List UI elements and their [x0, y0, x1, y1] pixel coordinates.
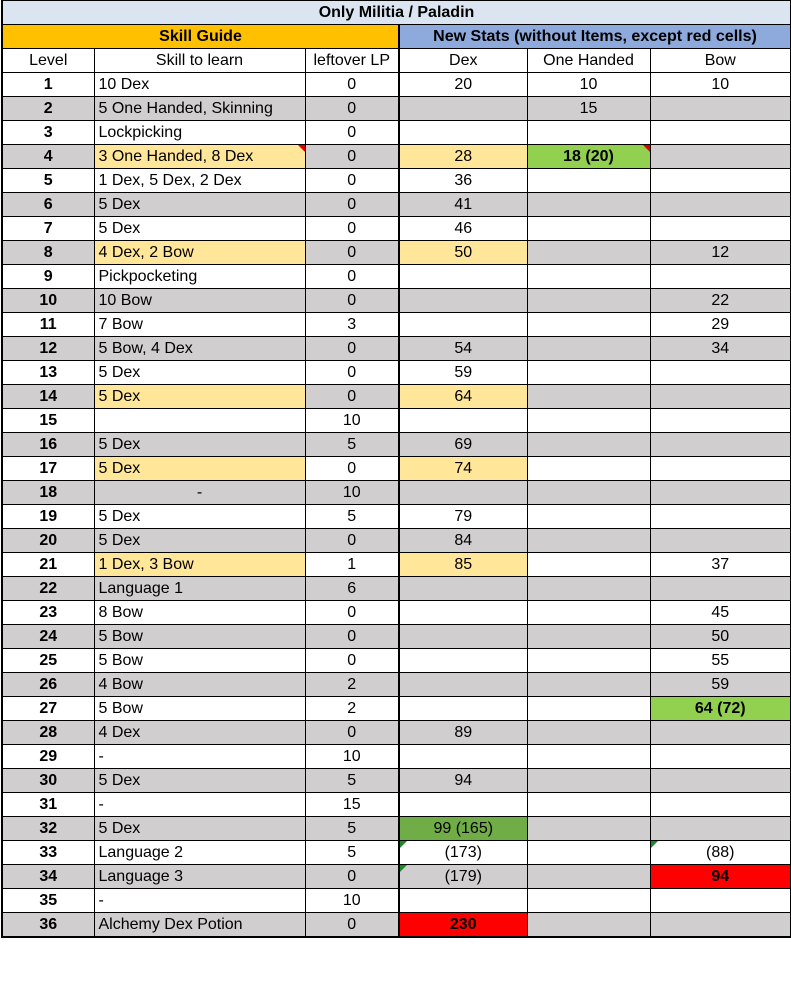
leftover-lp-cell[interactable]: 0 — [305, 265, 399, 289]
table-row — [2, 745, 791, 769]
table-row — [2, 649, 791, 673]
one-handed-cell[interactable] — [527, 409, 650, 433]
bow-cell[interactable]: 59 — [650, 673, 791, 697]
bow-cell[interactable]: 45 — [650, 601, 791, 625]
dex-cell[interactable]: 54 — [399, 337, 527, 361]
table-row — [2, 409, 791, 433]
bow-cell[interactable] — [650, 433, 791, 457]
level-cell[interactable]: 15 — [2, 409, 94, 433]
dex-cell[interactable]: 74 — [399, 457, 527, 481]
bow-cell[interactable] — [650, 481, 791, 505]
dex-cell[interactable] — [399, 697, 527, 721]
level-cell[interactable]: 4 — [2, 145, 94, 169]
bow-cell[interactable] — [650, 457, 791, 481]
one-handed-cell[interactable]: 10 — [527, 73, 650, 97]
one-handed-cell[interactable] — [527, 697, 650, 721]
one-handed-cell[interactable] — [527, 625, 650, 649]
dex-cell[interactable]: 46 — [399, 217, 527, 241]
col-header-leftover-lp[interactable]: leftover LP — [305, 49, 399, 73]
leftover-lp-cell[interactable]: 0 — [305, 241, 399, 265]
leftover-lp-cell[interactable]: 5 — [305, 841, 399, 865]
skill-cell[interactable]: Lockpicking — [94, 121, 305, 145]
bow-cell[interactable]: 55 — [650, 649, 791, 673]
level-cell[interactable]: 9 — [2, 265, 94, 289]
skill-guide-header[interactable]: Skill Guide — [2, 25, 399, 49]
dex-cell[interactable]: 59 — [399, 361, 527, 385]
skill-cell[interactable]: Pickpocketing — [94, 265, 305, 289]
dex-cell[interactable] — [399, 289, 527, 313]
bow-cell[interactable] — [650, 529, 791, 553]
one-handed-cell[interactable] — [527, 865, 650, 889]
bow-cell[interactable] — [650, 169, 791, 193]
one-handed-cell[interactable] — [527, 265, 650, 289]
dex-cell[interactable]: 20 — [399, 73, 527, 97]
skill-cell[interactable]: 7 Bow — [94, 313, 305, 337]
dex-cell[interactable] — [399, 649, 527, 673]
one-handed-cell[interactable]: 15 — [527, 97, 650, 121]
skill-cell[interactable]: 1 Dex, 5 Dex, 2 Dex — [94, 169, 305, 193]
level-cell[interactable]: 3 — [2, 121, 94, 145]
table-row — [2, 433, 791, 457]
table-row — [2, 97, 791, 121]
dex-cell[interactable]: 28 — [399, 145, 527, 169]
one-handed-cell[interactable] — [527, 241, 650, 265]
bow-cell[interactable] — [650, 409, 791, 433]
level-cell[interactable]: 10 — [2, 289, 94, 313]
one-handed-cell[interactable] — [527, 313, 650, 337]
bow-cell[interactable] — [650, 817, 791, 841]
skill-cell[interactable]: 5 Dex — [94, 769, 305, 793]
table-row — [2, 817, 791, 841]
one-handed-cell[interactable] — [527, 217, 650, 241]
level-cell[interactable]: 26 — [2, 673, 94, 697]
skill-cell[interactable]: 5 Dex — [94, 385, 305, 409]
leftover-lp-cell[interactable]: 0 — [305, 217, 399, 241]
dex-cell[interactable] — [399, 313, 527, 337]
section-header-row — [2, 25, 791, 49]
leftover-lp-cell[interactable]: 0 — [305, 913, 399, 938]
leftover-lp-cell[interactable]: 2 — [305, 697, 399, 721]
one-handed-cell[interactable] — [527, 745, 650, 769]
table-row — [2, 697, 791, 721]
bow-cell[interactable] — [650, 265, 791, 289]
leftover-lp-cell[interactable]: 15 — [305, 793, 399, 817]
one-handed-cell[interactable] — [527, 841, 650, 865]
table-row — [2, 865, 791, 889]
leftover-lp-cell[interactable]: 0 — [305, 457, 399, 481]
leftover-lp-cell[interactable]: 3 — [305, 313, 399, 337]
new-stats-header[interactable]: New Stats (without Items, except red cells) — [399, 25, 791, 49]
skill-cell[interactable]: 10 Bow — [94, 289, 305, 313]
bow-cell[interactable]: 50 — [650, 625, 791, 649]
table-row — [2, 721, 791, 745]
one-handed-cell[interactable] — [527, 553, 650, 577]
level-cell[interactable]: 27 — [2, 697, 94, 721]
dex-cell[interactable]: 64 — [399, 385, 527, 409]
dex-cell[interactable] — [399, 97, 527, 121]
leftover-lp-cell[interactable]: 10 — [305, 745, 399, 769]
leftover-lp-cell[interactable]: 0 — [305, 193, 399, 217]
skill-cell[interactable]: 5 Dex — [94, 193, 305, 217]
level-cell[interactable]: 1 — [2, 73, 94, 97]
dex-cell[interactable]: 79 — [399, 505, 527, 529]
level-cell[interactable]: 22 — [2, 577, 94, 601]
table-row — [2, 505, 791, 529]
bow-cell[interactable] — [650, 361, 791, 385]
one-handed-cell[interactable] — [527, 289, 650, 313]
one-handed-cell[interactable] — [527, 457, 650, 481]
bow-cell[interactable]: 64 (72) — [650, 697, 791, 721]
bow-cell[interactable]: 37 — [650, 553, 791, 577]
bow-cell[interactable] — [650, 793, 791, 817]
leftover-lp-cell[interactable]: 10 — [305, 889, 399, 913]
one-handed-cell[interactable] — [527, 385, 650, 409]
level-cell[interactable]: 7 — [2, 217, 94, 241]
leftover-lp-cell[interactable]: 0 — [305, 337, 399, 361]
sheet-title[interactable]: Only Militia / Paladin — [2, 1, 791, 25]
bow-cell[interactable] — [650, 913, 791, 938]
skill-cell[interactable]: 5 Bow, 4 Dex — [94, 337, 305, 361]
leftover-lp-cell[interactable]: 5 — [305, 505, 399, 529]
one-handed-cell[interactable] — [527, 505, 650, 529]
level-cell[interactable]: 33 — [2, 841, 94, 865]
table-row — [2, 217, 791, 241]
dex-cell[interactable] — [399, 481, 527, 505]
table-row — [2, 481, 791, 505]
bow-cell[interactable] — [650, 145, 791, 169]
level-cell[interactable]: 20 — [2, 529, 94, 553]
level-cell[interactable]: 12 — [2, 337, 94, 361]
dex-cell[interactable] — [399, 577, 527, 601]
col-header-one-handed[interactable]: One Handed — [527, 49, 650, 73]
skill-cell[interactable]: Language 2 — [94, 841, 305, 865]
level-cell[interactable]: 36 — [2, 913, 94, 938]
dex-cell[interactable] — [399, 745, 527, 769]
skill-cell[interactable]: 4 Dex, 2 Bow — [94, 241, 305, 265]
leftover-lp-cell[interactable]: 1 — [305, 553, 399, 577]
level-cell[interactable]: 28 — [2, 721, 94, 745]
leftover-lp-cell[interactable]: 0 — [305, 385, 399, 409]
dex-cell[interactable] — [399, 409, 527, 433]
level-cell[interactable]: 31 — [2, 793, 94, 817]
dex-cell[interactable]: 230 — [399, 913, 527, 938]
one-handed-cell[interactable] — [527, 169, 650, 193]
column-header-row — [2, 49, 791, 73]
skill-cell[interactable]: 5 Bow — [94, 649, 305, 673]
bow-cell[interactable] — [650, 217, 791, 241]
one-handed-cell[interactable] — [527, 793, 650, 817]
col-header-bow[interactable]: Bow — [650, 49, 791, 73]
level-cell[interactable]: 17 — [2, 457, 94, 481]
skill-cell[interactable]: 3 One Handed, 8 Dex — [94, 145, 305, 169]
skill-cell[interactable]: 5 Dex — [94, 529, 305, 553]
one-handed-cell[interactable] — [527, 433, 650, 457]
bow-cell[interactable] — [650, 505, 791, 529]
dex-cell[interactable] — [399, 625, 527, 649]
level-cell[interactable]: 14 — [2, 385, 94, 409]
skill-cell[interactable]: 4 Bow — [94, 673, 305, 697]
table-row — [2, 553, 791, 577]
skill-cell[interactable]: - — [94, 889, 305, 913]
level-cell[interactable]: 23 — [2, 601, 94, 625]
leftover-lp-cell[interactable]: 0 — [305, 361, 399, 385]
level-cell[interactable]: 21 — [2, 553, 94, 577]
table-row — [2, 337, 791, 361]
level-cell[interactable]: 13 — [2, 361, 94, 385]
bow-cell[interactable] — [650, 889, 791, 913]
one-handed-cell[interactable] — [527, 769, 650, 793]
one-handed-cell[interactable] — [527, 121, 650, 145]
skill-cell[interactable]: 4 Dex — [94, 721, 305, 745]
skill-cell[interactable]: Language 1 — [94, 577, 305, 601]
leftover-lp-cell[interactable]: 0 — [305, 721, 399, 745]
table-row — [2, 361, 791, 385]
bow-cell[interactable] — [650, 769, 791, 793]
skill-cell[interactable] — [94, 409, 305, 433]
one-handed-cell[interactable] — [527, 361, 650, 385]
dex-cell[interactable]: 99 (165) — [399, 817, 527, 841]
skill-cell[interactable]: 5 Dex — [94, 817, 305, 841]
leftover-lp-cell[interactable]: 6 — [305, 577, 399, 601]
level-cell[interactable]: 6 — [2, 193, 94, 217]
leftover-lp-cell[interactable]: 0 — [305, 97, 399, 121]
level-cell[interactable]: 18 — [2, 481, 94, 505]
dex-cell[interactable] — [399, 673, 527, 697]
table-row — [2, 193, 791, 217]
table-row — [2, 577, 791, 601]
leftover-lp-cell[interactable]: 0 — [305, 289, 399, 313]
bow-cell[interactable] — [650, 121, 791, 145]
level-cell[interactable]: 2 — [2, 97, 94, 121]
level-cell[interactable]: 34 — [2, 865, 94, 889]
skill-cell[interactable]: 5 One Handed, Skinning — [94, 97, 305, 121]
one-handed-cell[interactable] — [527, 577, 650, 601]
dex-cell[interactable] — [399, 265, 527, 289]
leftover-lp-cell[interactable]: 0 — [305, 169, 399, 193]
bow-cell[interactable] — [650, 745, 791, 769]
leftover-lp-cell[interactable]: 5 — [305, 433, 399, 457]
table-row — [2, 601, 791, 625]
table-row — [2, 385, 791, 409]
dex-cell[interactable]: 50 — [399, 241, 527, 265]
leftover-lp-cell[interactable]: 0 — [305, 121, 399, 145]
dex-cell[interactable]: (179) — [399, 865, 527, 889]
table-row — [2, 793, 791, 817]
skill-cell[interactable]: - — [94, 481, 305, 505]
bow-cell[interactable]: 94 — [650, 865, 791, 889]
table-row — [2, 529, 791, 553]
skill-cell[interactable]: 5 Dex — [94, 505, 305, 529]
table-row — [2, 241, 791, 265]
table-row — [2, 265, 791, 289]
one-handed-cell[interactable] — [527, 913, 650, 938]
level-cell[interactable]: 24 — [2, 625, 94, 649]
table-row — [2, 769, 791, 793]
skill-cell[interactable]: 10 Dex — [94, 73, 305, 97]
col-header-dex[interactable]: Dex — [399, 49, 527, 73]
bow-cell[interactable]: 12 — [650, 241, 791, 265]
leftover-lp-cell[interactable]: 0 — [305, 73, 399, 97]
table-row — [2, 145, 791, 169]
one-handed-cell[interactable]: 18 (20) — [527, 145, 650, 169]
skill-cell[interactable]: 5 Dex — [94, 217, 305, 241]
level-cell[interactable]: 25 — [2, 649, 94, 673]
one-handed-cell[interactable] — [527, 601, 650, 625]
skill-cell[interactable]: - — [94, 793, 305, 817]
level-cell[interactable]: 5 — [2, 169, 94, 193]
one-handed-cell[interactable] — [527, 649, 650, 673]
dex-cell[interactable] — [399, 601, 527, 625]
skill-cell[interactable]: 5 Dex — [94, 361, 305, 385]
skill-cell[interactable]: 5 Dex — [94, 457, 305, 481]
dex-cell[interactable]: 89 — [399, 721, 527, 745]
title-row — [2, 1, 791, 25]
dex-cell[interactable] — [399, 889, 527, 913]
dex-cell[interactable] — [399, 793, 527, 817]
leftover-lp-cell[interactable]: 0 — [305, 865, 399, 889]
table-row — [2, 289, 791, 313]
bow-cell[interactable]: (88) — [650, 841, 791, 865]
dex-cell[interactable]: 94 — [399, 769, 527, 793]
bow-cell[interactable] — [650, 577, 791, 601]
one-handed-cell[interactable] — [527, 721, 650, 745]
dex-cell[interactable]: (173) — [399, 841, 527, 865]
one-handed-cell[interactable] — [527, 817, 650, 841]
one-handed-cell[interactable] — [527, 193, 650, 217]
leftover-lp-cell[interactable]: 2 — [305, 673, 399, 697]
one-handed-cell[interactable] — [527, 337, 650, 361]
skill-cell[interactable]: 5 Dex — [94, 433, 305, 457]
skill-cell[interactable]: 8 Bow — [94, 601, 305, 625]
level-cell[interactable]: 8 — [2, 241, 94, 265]
bow-cell[interactable]: 34 — [650, 337, 791, 361]
bow-cell[interactable] — [650, 385, 791, 409]
level-cell[interactable]: 11 — [2, 313, 94, 337]
leftover-lp-cell[interactable]: 0 — [305, 145, 399, 169]
leftover-lp-cell[interactable]: 0 — [305, 601, 399, 625]
table-row — [2, 625, 791, 649]
level-cell[interactable]: 32 — [2, 817, 94, 841]
leftover-lp-cell[interactable]: 5 — [305, 769, 399, 793]
level-cell[interactable]: 35 — [2, 889, 94, 913]
leftover-lp-cell[interactable]: 0 — [305, 529, 399, 553]
bow-cell[interactable]: 22 — [650, 289, 791, 313]
table-row — [2, 73, 791, 97]
dex-cell[interactable]: 41 — [399, 193, 527, 217]
level-cell[interactable]: 30 — [2, 769, 94, 793]
skill-cell[interactable]: Alchemy Dex Potion — [94, 913, 305, 938]
skill-cell[interactable]: - — [94, 745, 305, 769]
leftover-lp-cell[interactable]: 10 — [305, 409, 399, 433]
dex-cell[interactable] — [399, 121, 527, 145]
bow-cell[interactable]: 29 — [650, 313, 791, 337]
level-cell[interactable]: 16 — [2, 433, 94, 457]
leftover-lp-cell[interactable]: 0 — [305, 649, 399, 673]
col-header-level[interactable]: Level — [2, 49, 94, 73]
skill-cell[interactable]: 5 Bow — [94, 697, 305, 721]
skill-cell[interactable]: 1 Dex, 3 Bow — [94, 553, 305, 577]
table-row — [2, 169, 791, 193]
dex-cell[interactable]: 84 — [399, 529, 527, 553]
table-row — [2, 913, 791, 938]
dex-cell[interactable]: 69 — [399, 433, 527, 457]
table-row — [2, 121, 791, 145]
table-row — [2, 673, 791, 697]
col-header-skill[interactable]: Skill to learn — [94, 49, 305, 73]
skill-cell[interactable]: Language 3 — [94, 865, 305, 889]
table-row — [2, 457, 791, 481]
level-cell[interactable]: 29 — [2, 745, 94, 769]
bow-cell[interactable] — [650, 97, 791, 121]
one-handed-cell[interactable] — [527, 889, 650, 913]
one-handed-cell[interactable] — [527, 481, 650, 505]
dex-cell[interactable]: 36 — [399, 169, 527, 193]
bow-cell[interactable] — [650, 193, 791, 217]
one-handed-cell[interactable] — [527, 529, 650, 553]
leftover-lp-cell[interactable]: 5 — [305, 817, 399, 841]
one-handed-cell[interactable] — [527, 673, 650, 697]
table-row — [2, 313, 791, 337]
level-cell[interactable]: 19 — [2, 505, 94, 529]
leftover-lp-cell[interactable]: 10 — [305, 481, 399, 505]
dex-cell[interactable]: 85 — [399, 553, 527, 577]
bow-cell[interactable] — [650, 721, 791, 745]
bow-cell[interactable]: 10 — [650, 73, 791, 97]
table-row — [2, 889, 791, 913]
leftover-lp-cell[interactable]: 0 — [305, 625, 399, 649]
table-row — [2, 841, 791, 865]
skill-cell[interactable]: 5 Bow — [94, 625, 305, 649]
skill-guide-table — [1, 0, 791, 938]
